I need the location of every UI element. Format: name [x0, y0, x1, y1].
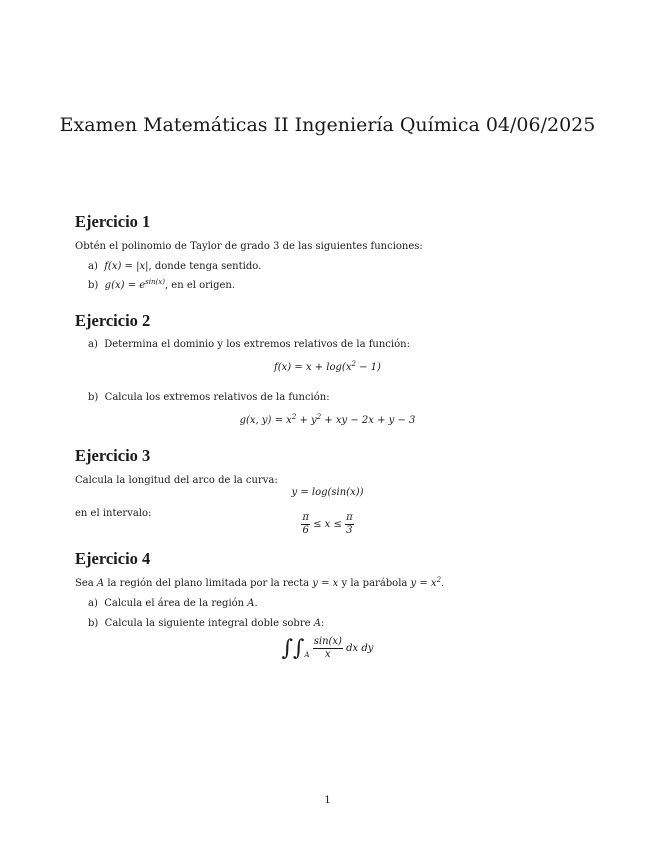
eq-f-lhs: f(x) = x + log(x: [274, 362, 352, 373]
math-line: y = x: [312, 578, 339, 589]
item-text: , en el origen.: [164, 280, 236, 291]
ejercicio-3-intro: Calcula la longitud del arco de la curva:: [75, 475, 278, 486]
item-text: Determina el dominio y los extremos relativos de la función:: [104, 339, 410, 350]
ejercicio-4-heading: Ejercicio 4: [75, 549, 151, 568]
text: .: [441, 578, 445, 589]
eq-g-mid: + y: [296, 415, 317, 426]
frac-num: sin(x): [313, 636, 342, 647]
math-fx-abs: f(x) = |x|: [104, 261, 149, 272]
item-text: Calcula el área de la región: [104, 598, 248, 609]
item-label: a): [88, 339, 98, 350]
ejercicio-4-item-b: [88, 618, 324, 629]
ejercicio-1-intro: Obtén el polinomio de Taylor de grado 3 de las siguientes funciones:: [75, 241, 423, 252]
page-title: Examen Matemáticas II Ingeniería Química 04/06/2025: [59, 114, 596, 136]
eq-g-lhs: g(x, y) = x: [239, 415, 292, 426]
item-label: b): [88, 280, 99, 291]
fraction-pi-3: [345, 512, 354, 537]
equation-interval: [0, 512, 655, 537]
item-label: b): [88, 618, 99, 629]
ejercicio-1-heading: Ejercicio 1: [75, 212, 151, 231]
ineq-text: ≤ x ≤: [309, 519, 346, 530]
ejercicio-3-interval-label: en el intervalo:: [75, 508, 152, 519]
item-label: b): [88, 392, 99, 403]
ejercicio-4-intro: [75, 578, 444, 589]
text: Sea: [75, 578, 97, 589]
text: la región del plano limitada por la recta: [104, 578, 313, 589]
ejercicio-3-heading: Ejercicio 3: [75, 446, 151, 465]
math-pow: 2: [436, 576, 442, 584]
eq-f-pow: 2: [351, 360, 356, 368]
math-parabola: y = x: [410, 578, 437, 589]
item-label: a): [88, 261, 98, 272]
integral-subscript: A: [304, 651, 310, 659]
equation-curve: y = log(sin(x)): [291, 487, 364, 498]
equation-g: [0, 415, 655, 426]
frac-num: π: [346, 512, 353, 523]
frac-den: 3: [346, 525, 353, 536]
math-A: A: [313, 618, 321, 629]
item-text: Calcula la siguiente integral doble sobre: [104, 618, 314, 629]
fraction-sinx-x: [313, 636, 343, 661]
ejercicio-1-item-b: [88, 280, 235, 291]
eq-g-pow1: 2: [291, 413, 297, 421]
equation-f: [0, 362, 655, 373]
ejercicio-2-item-b: [88, 392, 330, 403]
math-exponent: sin(x): [145, 278, 165, 286]
frac-den: 6: [302, 525, 309, 536]
ejercicio-2-heading: Ejercicio 2: [75, 311, 151, 330]
page-number: 1: [324, 795, 331, 806]
item-text: , donde tenga sentido.: [148, 261, 262, 272]
ejercicio-1-item-a: [88, 261, 261, 272]
frac-den: x: [325, 649, 331, 660]
text: .: [254, 598, 258, 609]
eq-f-rhs: − 1): [355, 362, 381, 373]
eq-g-rhs: + xy − 2x + y − 3: [321, 415, 416, 426]
text: :: [320, 618, 325, 629]
math-A: A: [247, 598, 255, 609]
ejercicio-2-item-a: [88, 339, 410, 350]
fraction-pi-6: [301, 512, 310, 537]
text: y la parábola: [338, 578, 411, 589]
item-label: a): [88, 598, 98, 609]
math-gx-exp: g(x) = e: [104, 280, 146, 291]
eq-g-pow2: 2: [316, 413, 322, 421]
equation-double-integral: [0, 636, 655, 661]
integral-differentials: dx dy: [342, 643, 374, 654]
ejercicio-4-item-a: [88, 598, 258, 609]
item-text: Calcula los extremos relativos de la función:: [104, 392, 330, 403]
integral-symbol: ∫∫: [281, 636, 305, 661]
frac-num: π: [302, 512, 309, 523]
math-A: A: [96, 578, 105, 589]
